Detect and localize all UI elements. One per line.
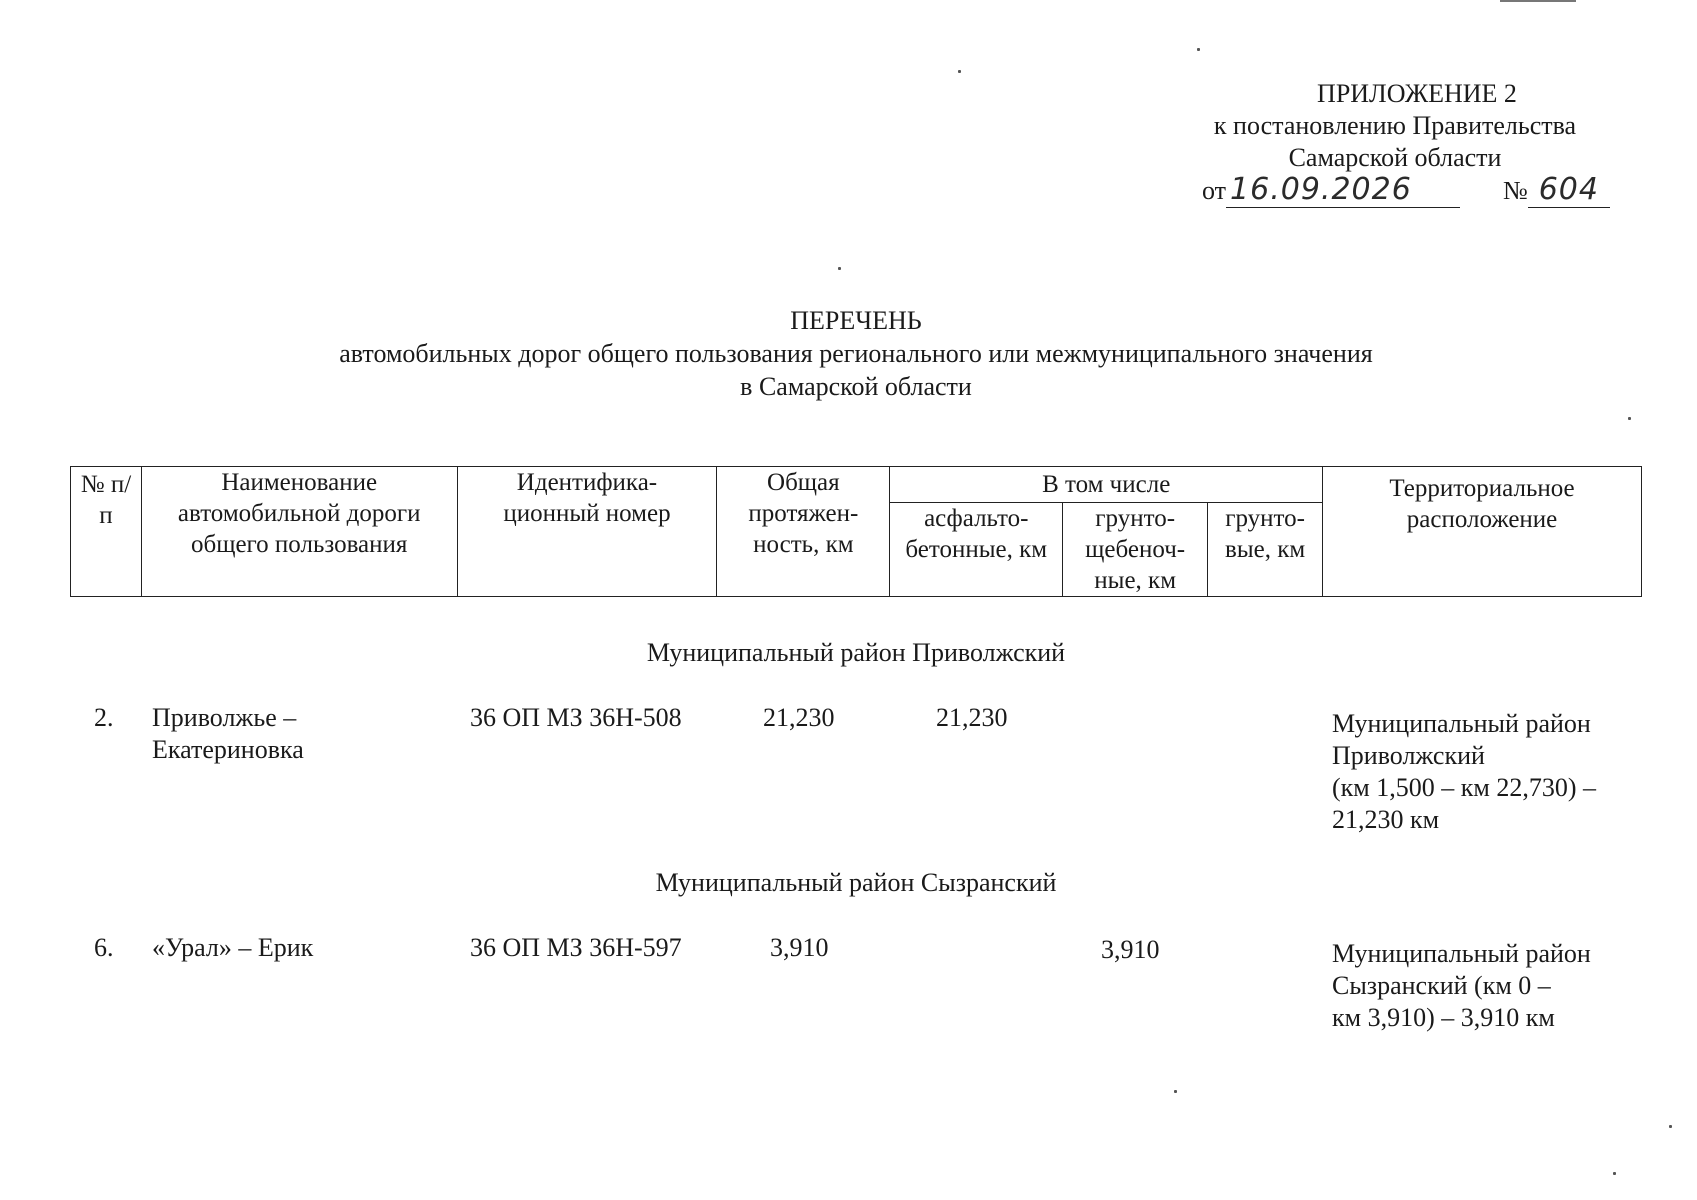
location-line: Сызранский (км 0 – [1332,971,1551,1000]
row-number: 2. [94,703,114,732]
row-number: 6. [94,933,114,962]
appendix-block [1180,78,1610,174]
header-gravel: грунто-щебеноч-ные, км [1063,503,1208,597]
scan-speck [958,70,961,73]
title-region: в Самарской области [740,372,972,401]
section-title: Муниципальный район Приволжский [646,638,1066,667]
scan-speck [1174,1090,1177,1093]
header-total-length: Общая протяжен-ность, км [717,467,890,597]
resolution-date-line [1202,172,1610,208]
header-location: Территориальное расположение [1323,467,1642,597]
appendix-resolution: к постановлению Правительства [1213,111,1577,140]
row-asphalt: 21,230 [936,703,1008,732]
appendix-region: Самарской области [1288,143,1502,172]
scan-speck [1197,48,1200,51]
title-subtitle: автомобильных дорог общего пользования регионального или межмуниципального значения [339,339,1373,368]
row-road-name-cont: Екатериновка [152,735,304,764]
location-line: Муниципальный район [1332,939,1591,968]
scan-speck [1613,1172,1616,1175]
scan-speck [838,267,841,270]
roads-table-header [70,466,1642,597]
location-line: Приволжский [1332,741,1485,770]
location-line: км 3,910) – 3,910 км [1332,1003,1555,1032]
resolution-date: 16.09.2026 [1226,172,1460,208]
header-number: № п/п [71,467,142,597]
row-road-name: Приволжье – [152,703,297,732]
header-road-name: Наименование автомобильной дороги общего пользования [141,467,457,597]
row-identifier: 36 ОП МЗ 36Н-508 [470,703,682,732]
row-location [1332,708,1630,836]
row-total-length: 3,910 [770,933,829,962]
header-asphalt: асфальто-бетонные, км [890,503,1063,597]
row-road-name: «Урал» – Ерик [152,933,314,962]
location-line: Муниципальный район [1332,709,1591,738]
row-location [1332,938,1630,1034]
scan-speck [1669,1125,1672,1128]
header-including: В том числе [890,467,1323,503]
appendix-title: ПРИЛОЖЕНИЕ 2 [1317,79,1517,108]
document-title [0,304,1697,403]
row-gravel: 3,910 [1101,935,1160,964]
date-prefix: от [1202,176,1227,205]
header-dirt: грунто-вые, км [1208,503,1323,597]
resolution-number: 604 [1528,172,1610,208]
scan-edge-mark [1500,0,1576,2]
location-line: (км 1,500 – км 22,730) – [1332,773,1596,802]
header-identifier: Идентифика-ционный номер [457,467,717,597]
section-title: Муниципальный район Сызранский [655,868,1057,897]
row-total-length: 21,230 [763,703,835,732]
row-identifier: 36 ОП МЗ 36Н-597 [470,933,682,962]
number-prefix: № [1503,176,1528,205]
title-heading: ПЕРЕЧЕНЬ [790,306,922,335]
scan-speck [1628,417,1631,420]
location-line: 21,230 км [1332,805,1440,834]
